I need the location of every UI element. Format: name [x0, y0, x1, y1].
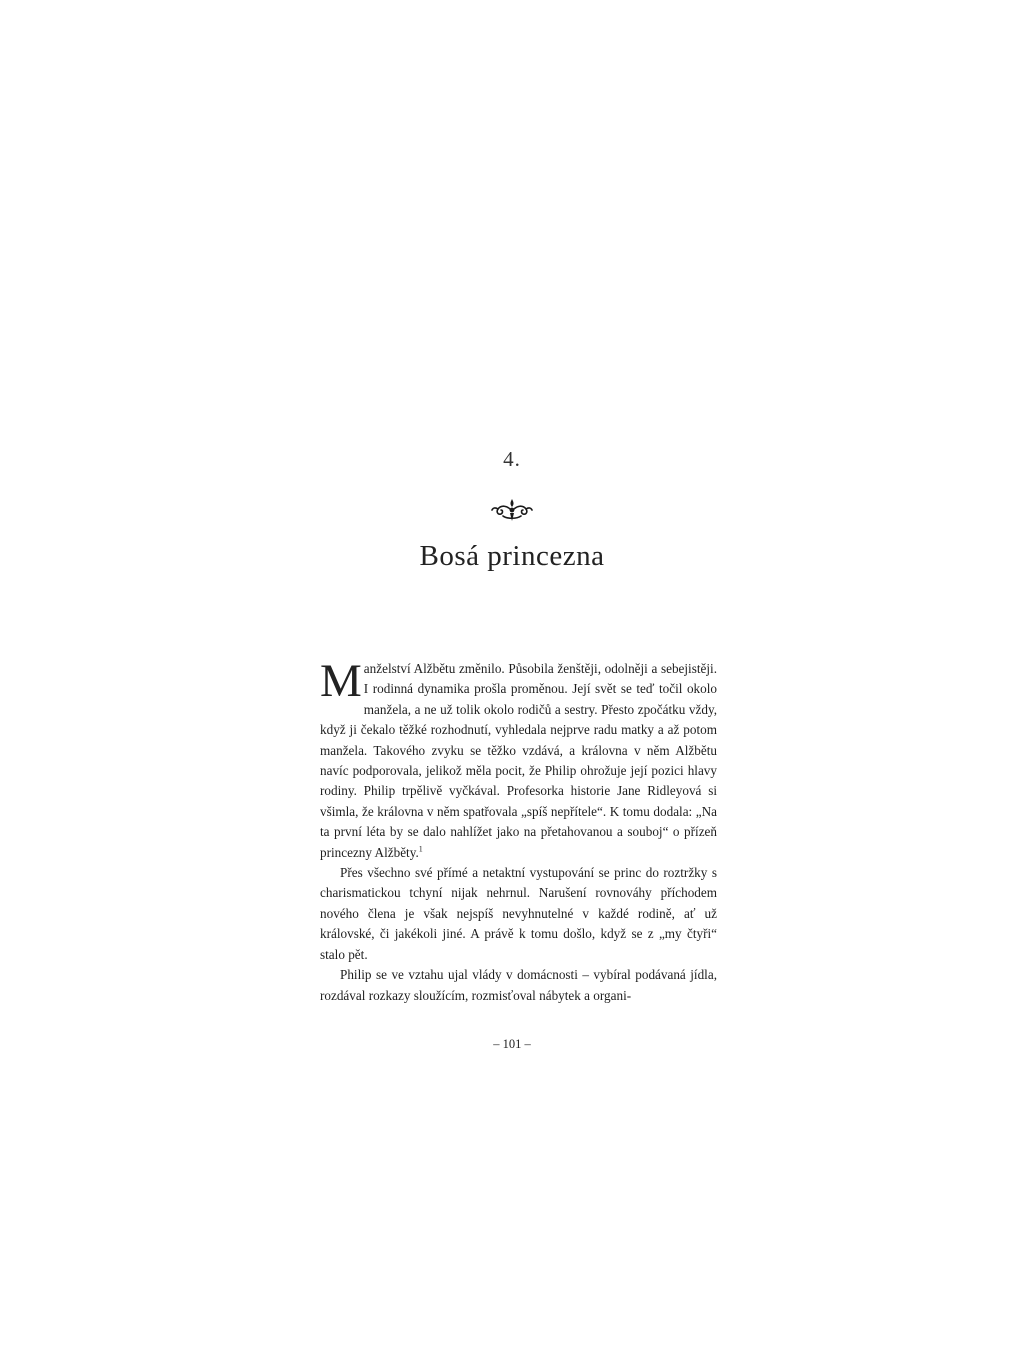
- paragraph-1: [320, 655, 717, 863]
- chapter-title: Bosá princezna: [419, 540, 605, 572]
- paragraph-3: Philip se ve vztahu ujal vlády v domácnosti – vybíral podávaná jídla, rozdával rozkazy sloužícím, rozmisťoval nábytek a organi-: [320, 967, 717, 1003]
- chapter-body-text: [320, 655, 717, 1006]
- paragraph-2: Přes všechno své přímé a netaktní vystupování se princ do roztržky s charismatickou tchyní nijak nehrnul. Narušení rovnováhy příchodem nového člena je však nejspíš nevyhnutelné v každé rodině, ať už královské, či jakékoli jiné. A právě k tomu došlo, když se z „my čtyři“ stalo pět.: [320, 865, 717, 962]
- fleuron-ornament-icon: [491, 497, 533, 523]
- page-number: – 101 –: [493, 1037, 531, 1051]
- chapter-number: 4.: [503, 447, 521, 471]
- paragraph-1-text: anželství Alžbětu změnilo. Působila ženštěji, odolněji a sebejistěji. I rodinná dynamika prošla proměnou. Její svět se teď točil okolo manžela, a ne už tolik okolo rodičů a sestry. Přesto zpočátku vždy, když ji čekalo těžké rozhodnutí, vyhledala nejprve radu matky a až potom manžela. Takového zvyku se těžko vzdává, a královna v něm Alžbětu navíc podporovala, jelikož měla pocit, že Philip ohrožuje její pozici hlavy rodiny. Philip trpělivě vyčkával. Profesorka historie Jane Ridleyová si všimla, že královna v něm spatřovala „spíš nepřítele“. K tomu dodala: „Na ta první léta by se dalo nahlížet jako na přetahovanou a souboj“ o přízeň princezny Alžběty.: [320, 661, 717, 860]
- drop-cap: M: [320, 655, 362, 707]
- footnote-reference[interactable]: 1: [418, 844, 423, 854]
